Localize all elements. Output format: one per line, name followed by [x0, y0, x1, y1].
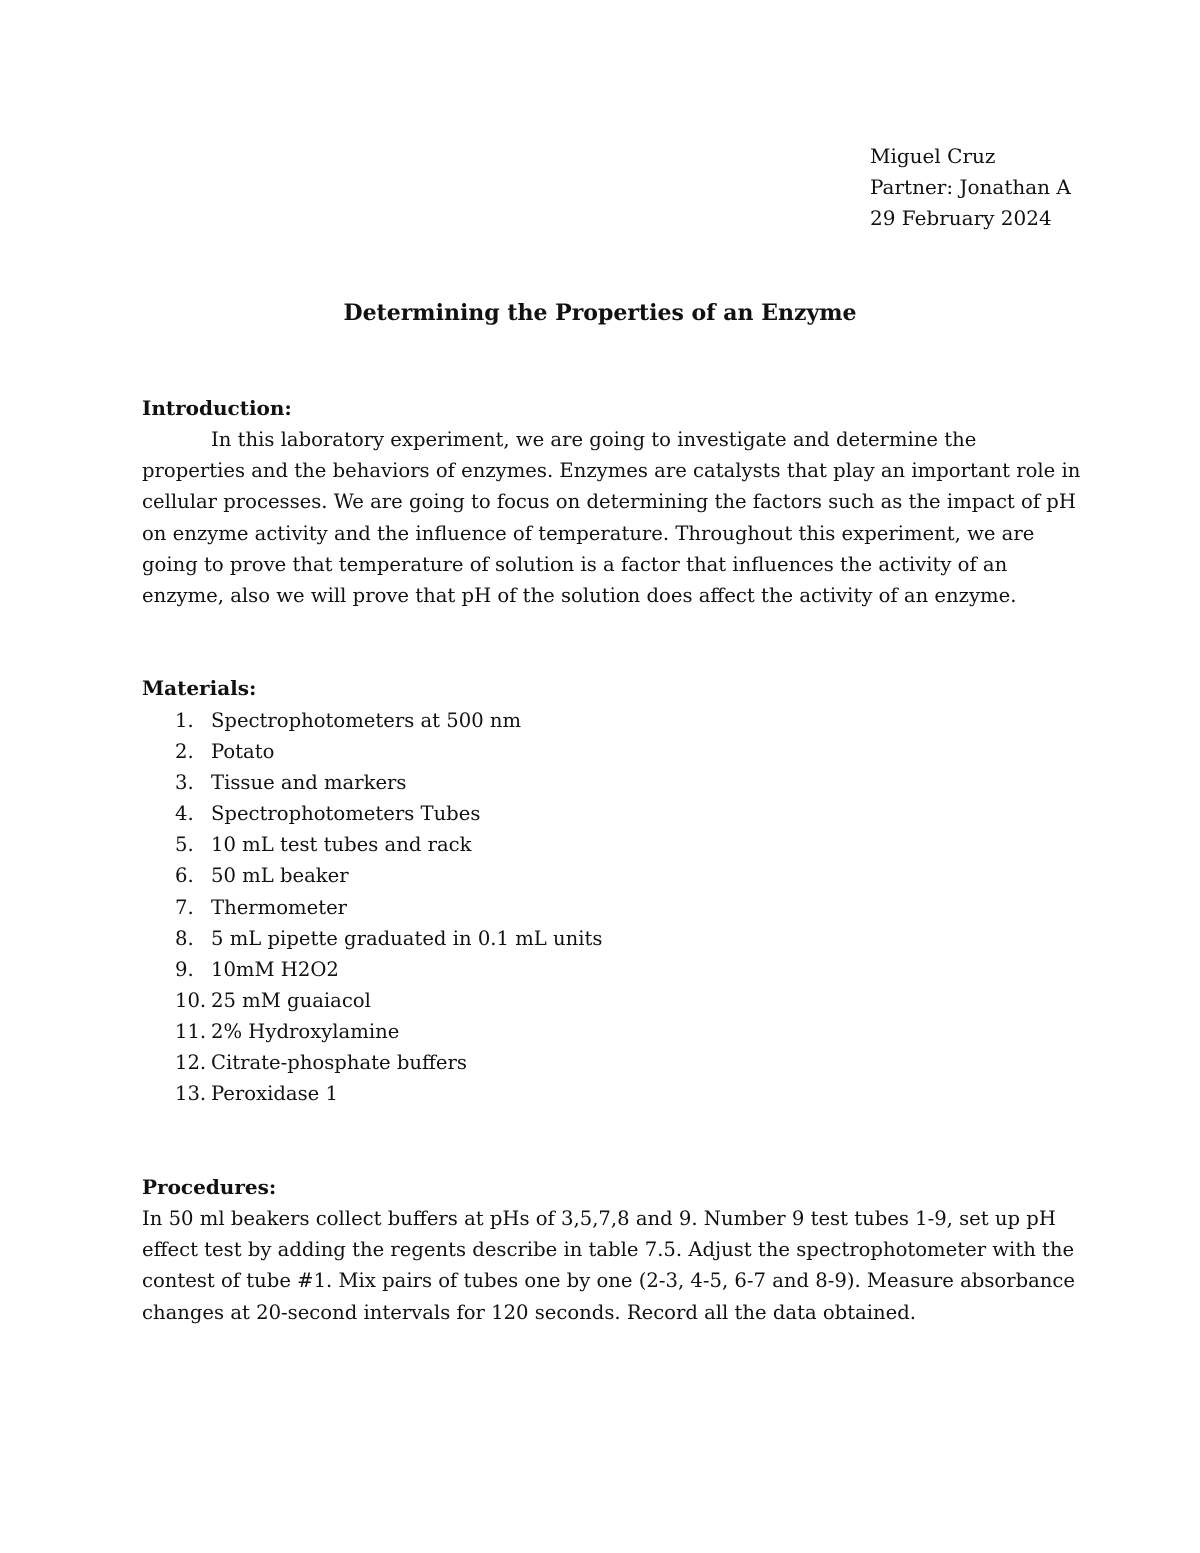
list-item: [142, 767, 1042, 798]
list-item-text: Citrate-phosphate buffers: [211, 1051, 467, 1075]
list-item-number: 8.: [175, 926, 194, 950]
list-item-text: Tissue and markers: [211, 771, 407, 795]
list-item-number: 9.: [175, 957, 194, 981]
list-item: [142, 1078, 1042, 1109]
list-item-number: 11.: [175, 1019, 207, 1043]
procedures-heading: Procedures:: [142, 1175, 277, 1199]
list-item-number: 2.: [175, 740, 194, 764]
list-item: [142, 892, 1042, 923]
introduction-paragraph: In this laboratory experiment, we are going to investigate and determine the properties and the behaviors of enzymes. Enzymes are catalysts that play an important role in cellular processes. We are going to focus on determining the factors such as the impact of pH on enzyme activity and the influence of temperature. Throughout this experiment, we are going to prove that temperature of solution is a factor that influences the activity of an enzyme, also we will prove that pH of the solution does affect the activity of an enzyme.: [142, 428, 1081, 608]
list-item-text: 25 mM guaiacol: [211, 988, 371, 1012]
list-item: [142, 798, 1042, 829]
list-item-number: 10.: [175, 988, 207, 1012]
list-item-number: 7.: [175, 895, 194, 919]
list-item-text: 2% Hydroxylamine: [211, 1019, 400, 1043]
list-item: [142, 985, 1042, 1016]
list-item: [142, 1047, 1042, 1078]
introduction-heading: Introduction:: [142, 396, 292, 420]
list-item: [142, 736, 1042, 767]
list-item: [142, 705, 1042, 736]
author-name: Miguel Cruz: [870, 144, 996, 168]
list-item-number: 12.: [175, 1051, 207, 1075]
author-header: [870, 141, 1180, 234]
list-item: [142, 860, 1042, 891]
list-item-number: 13.: [175, 1082, 207, 1106]
partner-name: Partner: Jonathan A: [870, 175, 1071, 199]
list-item: [142, 923, 1042, 954]
list-item-text: 5 mL pipette graduated in 0.1 mL units: [211, 926, 603, 950]
list-item-text: Peroxidase 1: [211, 1082, 338, 1106]
list-item-text: 10 mL test tubes and rack: [211, 833, 472, 857]
list-item-number: 1.: [175, 709, 194, 732]
report-date: 29 February 2024: [870, 206, 1052, 230]
list-item-number: 6.: [175, 864, 194, 888]
procedures-paragraph: In 50 ml beakers collect buffers at pHs of 3,5,7,8 and 9. Number 9 test tubes 1-9, set up pH effect test by adding the regents describe in table 7.5. Adjust the spectrophotometer with the contest of tube #1. Mix pairs of tubes one by one (2-3, 4-5, 6-7 and 8-9). Measure absorbance changes at 20-second intervals for 120 seconds. Record all the data obtained.: [142, 1207, 1075, 1324]
materials-heading: Materials:: [142, 676, 257, 700]
materials-list: [142, 705, 1042, 1109]
list-item-text: Spectrophotometers Tubes: [211, 802, 481, 826]
list-item-text: Potato: [211, 740, 275, 764]
list-item-text: 50 mL beaker: [211, 864, 349, 888]
list-item: [142, 954, 1042, 985]
list-item-number: 4.: [175, 802, 194, 826]
list-item-text: Thermometer: [211, 895, 348, 919]
list-item-number: 3.: [175, 771, 194, 795]
list-item-text: 10mM H2O2: [211, 957, 339, 981]
document-title: Determining the Properties of an Enzyme: [343, 300, 857, 326]
list-item: [142, 829, 1042, 860]
list-item-text: Spectrophotometers at 500 nm: [211, 709, 522, 732]
list-item: [142, 1016, 1042, 1047]
list-item-number: 5.: [175, 833, 194, 857]
